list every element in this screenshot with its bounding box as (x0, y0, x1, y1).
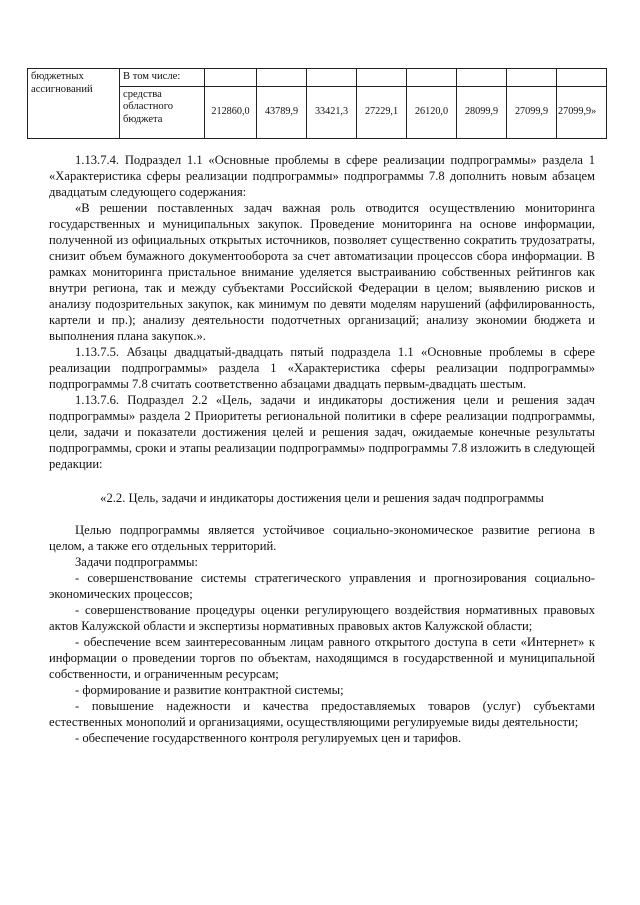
value-cell: 27099,9 (507, 86, 557, 138)
list-item: - обеспечение всем заинтересованным лицам равного открытого доступа в сети «Интернет» к информации о проведении торгов по объектам, находящимся в государственной и муниципальной собственности, и ограниченным ресурсам; (49, 635, 595, 681)
paragraph: 1.13.7.5. Абзацы двадцатый-двадцать пятый подраздела 1.1 «Основные проблемы в сфере реализации подпрограммы» раздела 1 «Характеристика сферы реализации подпрограммы» подпрограммы 7.8 считать соответственно абзацами двадцать первым-двадцать шестым. (49, 345, 595, 391)
paragraph: Целью подпрограммы является устойчивое социально-экономическое развитие региона в целом, а также его отдельных территорий. (49, 523, 595, 553)
tasks-label: Задачи подпрограммы: (75, 555, 198, 569)
value-cell: 26120,0 (407, 86, 457, 138)
value-cell: 212860,0 (205, 86, 257, 138)
value-cell: 27229,1 (357, 86, 407, 138)
value-cell: 43789,9 (257, 86, 307, 138)
budget-table (27, 68, 607, 139)
document-body (49, 152, 595, 746)
row-label-cell: средства областного бюджета (120, 86, 205, 138)
paragraph: 1.13.7.6. Подраздел 2.2 «Цель, задачи и индикаторы достижения цели и решения задач подпрограммы» раздела 2 Приоритеты региональной политики в сфере реализации подпрограммы, цели, задачи и показатели достижения целей и решения задач, ожидаемые конечные результаты подпрограммы, сроки и этапы реализации подпрограммы» подпрограммы 7.8 изложить в следующей редакции: (49, 393, 595, 471)
list-item: - обеспечение государственного контроля регулируемых цен и тарифов. (75, 731, 462, 745)
list-item: - формирование и развитие контрактной системы; (75, 683, 344, 697)
paragraph: 1.13.7.4. Подраздел 1.1 «Основные проблемы в сфере реализации подпрограммы» раздела 1 «Характеристика сферы реализации подпрограммы» подпрограммы 7.8 дополнить новым абзацем двадцатым следующего содержания: (49, 153, 595, 199)
value-cell: 28099,9 (457, 86, 507, 138)
list-item: - совершенствование системы стратегического управления и прогнозирования социально-экономических процессов; (49, 571, 595, 601)
value-cell: 27099,9» (557, 86, 607, 138)
table-label-cell: бюджетных ассигнований (28, 69, 120, 139)
table-row (28, 69, 607, 87)
paragraph: «В решении поставленных задач важная роль отводится осуществлению мониторинга государственных и муниципальных закупок. Проведение мониторинга на основе информации, полученной из официальных открытых источников, позволяет существенно сократить трудозатраты, снизит объем бумажного документооборота за счет автоматизации процессов сбора информации. В рамках мониторинга пристальное внимание уделяется выстраиванию собственных рейтингов как внутри региона, так и между субъектами Российской Федерации в целом; выявлению рисков и анализу подозрительных закупок, как минимум по девяти моделям нарушений (аффилированность, картели и пр.); анализу деятельности подотчетных организаций; анализу экономии бюджета и выполнения плана закупок.». (49, 201, 595, 343)
value-cell: 33421,3 (307, 86, 357, 138)
list-item: - повышение надежности и качества предоставляемых товаров (услуг) субъектами естественных монополий и организациями, осуществляющими регулируемые виды деятельности; (49, 699, 595, 729)
in-total-cell: В том числе: (120, 69, 205, 87)
list-item: - совершенствование процедуры оценки регулирующего воздействия нормативных правовых актов Калужской области и экспертизы нормативных правовых актов Калужской области; (49, 603, 595, 633)
section-heading: «2.2. Цель, задачи и индикаторы достижения цели и решения задач подпрограммы (100, 491, 544, 505)
